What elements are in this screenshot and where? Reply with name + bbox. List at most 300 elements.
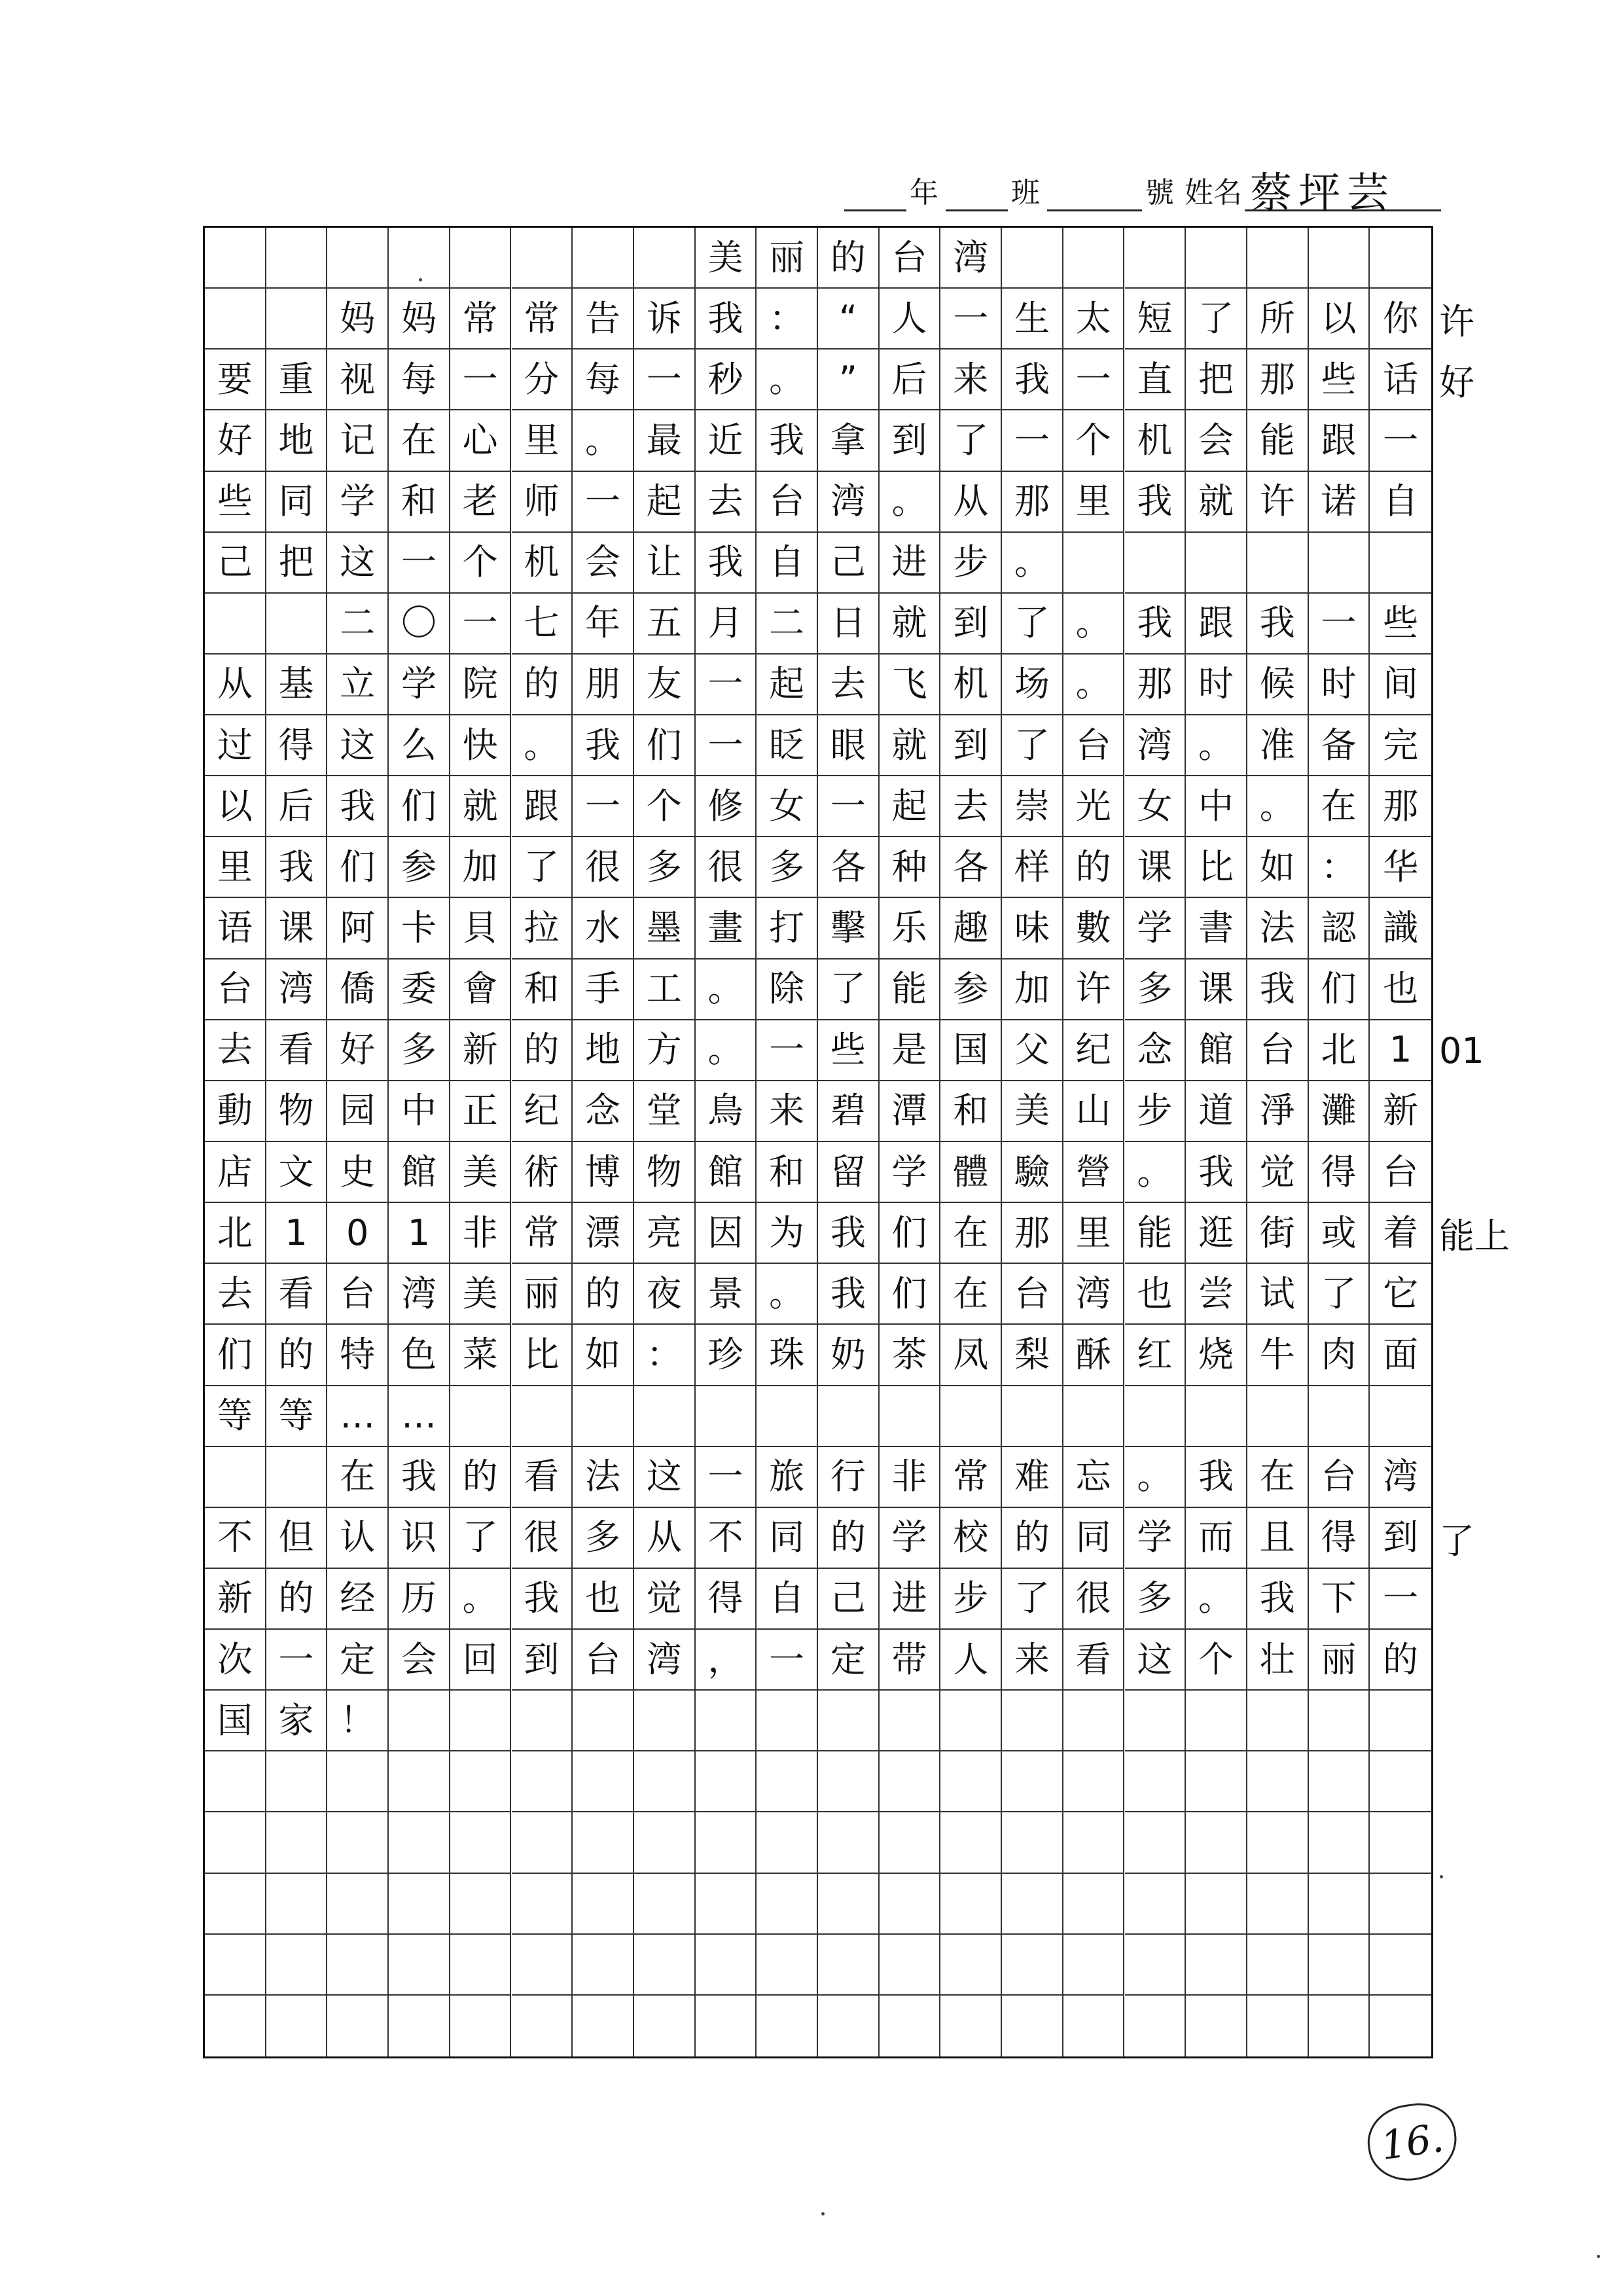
grid-cell: 各	[818, 837, 880, 898]
grid-cell: ：	[1309, 837, 1370, 898]
grid-cell: 机	[512, 533, 573, 594]
grid-cell	[940, 1751, 1002, 1812]
grid-cell: 多	[757, 837, 818, 898]
grid-cell: 把	[266, 533, 328, 594]
grid-cell: 拿	[818, 410, 880, 471]
grid-cell: 台	[1370, 1142, 1431, 1203]
grid-cell	[1063, 228, 1125, 289]
grid-cell: 得	[266, 715, 328, 776]
grid-cell: 館	[696, 1142, 757, 1203]
grid-cell: 纪	[512, 1081, 573, 1142]
grid-cell: 在	[389, 410, 450, 471]
grid-cell: 體	[940, 1142, 1002, 1203]
grid-cell: 我	[1125, 472, 1186, 533]
grid-cell: 妈	[327, 289, 389, 350]
grid-cell: 法	[573, 1447, 634, 1508]
grid-cell: 多	[1125, 960, 1186, 1020]
grid-cell: 且	[1247, 1508, 1309, 1569]
grid-cell: 女	[1125, 776, 1186, 837]
grid-cell: 些	[1309, 350, 1370, 410]
grid-cell: 师	[512, 472, 573, 533]
grid-cell: 美	[1002, 1081, 1063, 1142]
grid-cell: 我	[818, 1203, 880, 1264]
grid-cell: 常	[940, 1447, 1002, 1508]
grid-cell: 等	[205, 1386, 266, 1447]
grid-cell: 那	[1125, 655, 1186, 715]
grid-cell: 进	[880, 533, 941, 594]
grid-cell	[1186, 228, 1247, 289]
grid-cell: 同	[757, 1508, 818, 1569]
grid-cell	[757, 1691, 818, 1751]
grid-cell: 时	[1309, 655, 1370, 715]
grid-cell: 到	[880, 410, 941, 471]
grid-cell: 己	[205, 533, 266, 594]
grid-cell	[266, 1751, 328, 1812]
scan-speck	[1597, 2255, 1600, 2258]
grid-cell: 的	[818, 228, 880, 289]
grid-cell: 而	[1186, 1508, 1247, 1569]
class-blank	[946, 164, 1008, 211]
grid-cell: 们	[880, 1203, 941, 1264]
grid-cell: 华	[1370, 837, 1431, 898]
grid-cell: 北	[1309, 1020, 1370, 1081]
grid-cell	[1002, 1996, 1063, 2056]
grid-cell	[1247, 1812, 1309, 1873]
grid-cell: 学	[1125, 1508, 1186, 1569]
grid-cell: 修	[696, 776, 757, 837]
grid-cell: 因	[696, 1203, 757, 1264]
grid-cell	[1186, 1874, 1247, 1935]
grid-cell	[1063, 533, 1125, 594]
grid-cell: 心	[450, 410, 512, 471]
grid-cell: 历	[389, 1569, 450, 1630]
grid-cell: 和	[940, 1081, 1002, 1142]
grid-cell: 院	[450, 655, 512, 715]
grid-cell: 我	[1247, 594, 1309, 655]
grid-cell	[1370, 1691, 1431, 1751]
grid-cell: 忘	[1063, 1447, 1125, 1508]
grid-cell: 这	[327, 715, 389, 776]
grid-cell: 淨	[1247, 1081, 1309, 1142]
grid-cell: 博	[573, 1142, 634, 1203]
grid-cell: 術	[512, 1142, 573, 1203]
grid-cell: 0	[327, 1203, 389, 1264]
grid-cell	[512, 1386, 573, 1447]
grid-cell	[696, 1691, 757, 1751]
grid-cell: 来	[757, 1081, 818, 1142]
grid-cell: 水	[573, 898, 634, 959]
grid-cell: 多	[573, 1508, 634, 1569]
grid-cell: 认	[327, 1508, 389, 1569]
grid-cell: 二	[327, 594, 389, 655]
margin-overflow-text: 了	[1439, 1520, 1474, 1562]
grid-cell: 觉	[634, 1569, 696, 1630]
grid-cell: 珠	[757, 1325, 818, 1386]
grid-cell: 会	[573, 533, 634, 594]
grid-cell: 和	[389, 472, 450, 533]
scan-speck	[821, 2212, 825, 2215]
grid-cell: 一	[757, 1630, 818, 1691]
grid-cell: 从	[634, 1508, 696, 1569]
grid-cell: 学	[389, 655, 450, 715]
grid-cell	[266, 1447, 328, 1508]
grid-cell: 。	[1247, 776, 1309, 837]
grid-cell: 牛	[1247, 1325, 1309, 1386]
grid-cell	[512, 1812, 573, 1873]
grid-cell: 们	[880, 1264, 941, 1325]
grid-cell: 会	[389, 1630, 450, 1691]
grid-cell: 。	[1186, 1569, 1247, 1630]
grid-cell	[327, 228, 389, 289]
grid-cell: 的	[1002, 1508, 1063, 1569]
grid-cell: 逛	[1186, 1203, 1247, 1264]
grid-cell	[1370, 533, 1431, 594]
grid-cell: 进	[880, 1569, 941, 1630]
grid-cell: 秒	[696, 350, 757, 410]
grid-cell: 僑	[327, 960, 389, 1020]
grid-cell	[1247, 1751, 1309, 1812]
grid-cell: 那	[1002, 1203, 1063, 1264]
grid-cell: 了	[1309, 1264, 1370, 1325]
grid-cell	[1002, 228, 1063, 289]
grid-cell: 着	[1370, 1203, 1431, 1264]
year-label: 年	[910, 176, 938, 209]
grid-cell: 一	[573, 776, 634, 837]
grid-cell	[634, 1691, 696, 1751]
grid-cell: 些	[205, 472, 266, 533]
grid-cell: 我	[818, 1264, 880, 1325]
grid-cell: 店	[205, 1142, 266, 1203]
grid-cell: 家	[266, 1691, 328, 1751]
grid-cell: 国	[205, 1691, 266, 1751]
grid-cell: 到	[1370, 1508, 1431, 1569]
grid-cell: 女	[757, 776, 818, 837]
grid-cell: 也	[1125, 1264, 1186, 1325]
grid-cell	[389, 1996, 450, 2056]
grid-cell	[1186, 533, 1247, 594]
grid-cell: 多	[1125, 1569, 1186, 1630]
grid-cell: 老	[450, 472, 512, 533]
grid-cell	[940, 1935, 1002, 1996]
grid-cell	[1370, 1812, 1431, 1873]
grid-cell	[1309, 533, 1370, 594]
grid-cell: 在	[327, 1447, 389, 1508]
grid-cell: 數	[1063, 898, 1125, 959]
grid-cell: 时	[1186, 655, 1247, 715]
grid-cell: 物	[634, 1142, 696, 1203]
grid-cell: 湾	[818, 472, 880, 533]
grid-cell: 灘	[1309, 1081, 1370, 1142]
grid-cell	[696, 1386, 757, 1447]
grid-cell	[1063, 1751, 1125, 1812]
grid-cell: 的	[818, 1508, 880, 1569]
grid-cell: 里	[512, 410, 573, 471]
grid-cell: 快	[450, 715, 512, 776]
grid-cell: 比	[1186, 837, 1247, 898]
grid-cell: 朋	[573, 655, 634, 715]
grid-cell: 那	[1002, 472, 1063, 533]
grid-cell	[1002, 1691, 1063, 1751]
grid-cell: 加	[1002, 960, 1063, 1020]
grid-cell: 堂	[634, 1081, 696, 1142]
grid-cell	[940, 1386, 1002, 1447]
grid-cell: 一	[818, 776, 880, 837]
grid-cell: 友	[634, 655, 696, 715]
grid-cell: 肉	[1309, 1325, 1370, 1386]
grid-cell: 个	[1063, 410, 1125, 471]
grid-cell: 認	[1309, 898, 1370, 959]
grid-cell	[1370, 1874, 1431, 1935]
grid-cell: 机	[940, 655, 1002, 715]
grid-cell: 后	[880, 350, 941, 410]
grid-cell: 人	[940, 1630, 1002, 1691]
grid-cell: 些	[818, 1020, 880, 1081]
grid-cell: 行	[818, 1447, 880, 1508]
grid-cell: 我	[1186, 1142, 1247, 1203]
grid-cell	[940, 1996, 1002, 2056]
grid-cell: 擊	[818, 898, 880, 959]
grid-cell: 次	[205, 1630, 266, 1691]
grid-cell: 山	[1063, 1081, 1125, 1142]
grid-cell: 和	[512, 960, 573, 1020]
grid-cell	[389, 1751, 450, 1812]
grid-cell: 五	[634, 594, 696, 655]
grid-cell: 很	[696, 837, 757, 898]
number-label: 號	[1145, 176, 1174, 209]
grid-cell	[327, 1812, 389, 1873]
grid-cell: 北	[205, 1203, 266, 1264]
grid-cell: 里	[1063, 472, 1125, 533]
student-name: 蔡坪芸	[1250, 170, 1395, 218]
grid-cell: 带	[880, 1630, 941, 1691]
grid-cell	[205, 289, 266, 350]
grid-cell: 完	[1370, 715, 1431, 776]
grid-cell: 这	[1125, 1630, 1186, 1691]
grid-cell	[573, 1935, 634, 1996]
grid-cell: 湾	[940, 228, 1002, 289]
grid-cell	[266, 228, 328, 289]
grid-cell: 正	[450, 1081, 512, 1142]
grid-cell	[389, 1812, 450, 1873]
grid-cell: 。	[1125, 1142, 1186, 1203]
grid-cell: ：	[757, 289, 818, 350]
grid-cell: 个	[634, 776, 696, 837]
grid-cell: 场	[1002, 655, 1063, 715]
grid-cell: 能	[1125, 1203, 1186, 1264]
grid-cell: 。	[1125, 1447, 1186, 1508]
grid-cell: 一	[1063, 350, 1125, 410]
grid-cell: 以	[1309, 289, 1370, 350]
grid-cell: 一	[1309, 594, 1370, 655]
grid-cell: 就	[450, 776, 512, 837]
grid-cell	[1186, 1996, 1247, 2056]
grid-cell: 一	[1002, 410, 1063, 471]
grid-cell	[1186, 1812, 1247, 1873]
grid-cell: 把	[1186, 350, 1247, 410]
grid-cell: 湾	[266, 960, 328, 1020]
grid-cell: 就	[1186, 472, 1247, 533]
grid-cell: 在	[940, 1264, 1002, 1325]
grid-cell: ，	[696, 1630, 757, 1691]
grid-cell	[1309, 1935, 1370, 1996]
grid-cell	[880, 1691, 941, 1751]
grid-cell: 跟	[1186, 594, 1247, 655]
grid-cell: 步	[940, 1569, 1002, 1630]
grid-cell	[696, 1935, 757, 1996]
grid-cell: 新	[205, 1569, 266, 1630]
grid-cell	[880, 1874, 941, 1935]
grid-cell: 校	[940, 1508, 1002, 1569]
grid-cell: 来	[940, 350, 1002, 410]
grid-cell: 识	[389, 1508, 450, 1569]
grid-cell	[1002, 1812, 1063, 1873]
grid-cell: 妈	[389, 289, 450, 350]
grid-cell: 物	[266, 1081, 328, 1142]
grid-cell: 驗	[1002, 1142, 1063, 1203]
grid-cell: 烧	[1186, 1325, 1247, 1386]
grid-cell	[634, 1751, 696, 1812]
grid-cell: 记	[327, 410, 389, 471]
grid-cell: 一	[940, 289, 1002, 350]
grid-cell: 来	[1002, 1630, 1063, 1691]
grid-cell: 让	[634, 533, 696, 594]
grid-cell: 也	[573, 1569, 634, 1630]
grid-cell	[1063, 1996, 1125, 2056]
grid-cell: 七	[512, 594, 573, 655]
grid-cell: 后	[266, 776, 328, 837]
grid-cell: 立	[327, 655, 389, 715]
grid-cell	[1125, 1812, 1186, 1873]
grid-cell: 識	[1370, 898, 1431, 959]
grid-cell: 了	[1002, 594, 1063, 655]
grid-cell: 过	[205, 715, 266, 776]
grid-cell	[880, 1935, 941, 1996]
grid-cell	[634, 1935, 696, 1996]
grid-cell	[818, 1812, 880, 1873]
grid-cell: 在	[1247, 1447, 1309, 1508]
grid-cell: 卡	[389, 898, 450, 959]
grid-cell: 起	[880, 776, 941, 837]
grid-cell	[512, 228, 573, 289]
grid-cell	[573, 1386, 634, 1447]
grid-cell	[1063, 1691, 1125, 1751]
grid-cell: 色	[389, 1325, 450, 1386]
grid-cell: 手	[573, 960, 634, 1020]
grid-cell: 壮	[1247, 1630, 1309, 1691]
grid-cell	[1125, 1691, 1186, 1751]
grid-cell: 湾	[1370, 1447, 1431, 1508]
grid-cell: 月	[696, 594, 757, 655]
grid-cell	[1063, 1812, 1125, 1873]
grid-cell: 我	[696, 533, 757, 594]
grid-cell: 梨	[1002, 1325, 1063, 1386]
grid-cell: 亮	[634, 1203, 696, 1264]
class-label: 班	[1011, 176, 1040, 209]
grid-cell: 非	[880, 1447, 941, 1508]
grid-cell	[573, 1874, 634, 1935]
grid-cell	[512, 1935, 573, 1996]
grid-cell: 也	[1370, 960, 1431, 1020]
grid-cell: 一	[389, 533, 450, 594]
grid-cell	[266, 289, 328, 350]
year-blank	[844, 164, 906, 211]
grid-cell: 尝	[1186, 1264, 1247, 1325]
grid-cell: 到	[940, 594, 1002, 655]
margin-overflow-text: 好	[1439, 362, 1474, 404]
grid-cell: 加	[450, 837, 512, 898]
grid-cell	[1125, 1386, 1186, 1447]
grid-cell: 地	[573, 1020, 634, 1081]
grid-cell: ”	[818, 350, 880, 410]
grid-cell: 留	[818, 1142, 880, 1203]
grid-cell: 课	[1125, 837, 1186, 898]
grid-cell: 的	[266, 1325, 328, 1386]
grid-cell	[450, 1386, 512, 1447]
grid-cell: 光	[1063, 776, 1125, 837]
grid-cell: 我	[696, 289, 757, 350]
grid-cell: 湾	[1125, 715, 1186, 776]
grid-cell: 许	[1063, 960, 1125, 1020]
grid-cell: 碧	[818, 1081, 880, 1142]
grid-cell: 的	[512, 1020, 573, 1081]
grid-cell: 参	[940, 960, 1002, 1020]
grid-cell	[818, 1691, 880, 1751]
grid-cell: 的	[450, 1447, 512, 1508]
grid-cell	[327, 1996, 389, 2056]
grid-cell: 阿	[327, 898, 389, 959]
grid-cell: 。	[1186, 715, 1247, 776]
grid-cell	[1309, 228, 1370, 289]
grid-cell: 以	[205, 776, 266, 837]
grid-cell: 館	[1186, 1020, 1247, 1081]
grid-cell	[634, 1874, 696, 1935]
grid-cell	[266, 1812, 328, 1873]
grid-cell: 你	[1370, 289, 1431, 350]
grid-cell	[880, 1751, 941, 1812]
grid-cell: 中	[389, 1081, 450, 1142]
grid-cell	[1125, 1874, 1186, 1935]
grid-cell: 1	[1370, 1020, 1431, 1081]
grid-cell	[634, 1386, 696, 1447]
grid-cell: 看	[266, 1264, 328, 1325]
page-number: 16.	[1363, 2098, 1462, 2186]
grid-cell: 学	[327, 472, 389, 533]
grid-cell: 了	[450, 1508, 512, 1569]
grid-cell: 的	[1370, 1630, 1431, 1691]
grid-cell: 们	[205, 1325, 266, 1386]
grid-cell: 或	[1309, 1203, 1370, 1264]
grid-cell	[266, 1874, 328, 1935]
grid-cell: 台	[327, 1264, 389, 1325]
grid-cell	[1002, 1935, 1063, 1996]
grid-cell: 了	[1002, 1569, 1063, 1630]
grid-cell	[1370, 228, 1431, 289]
grid-cell	[940, 1691, 1002, 1751]
grid-cell	[1186, 1386, 1247, 1447]
grid-cell	[1186, 1935, 1247, 1996]
grid-cell: 步	[940, 533, 1002, 594]
grid-cell: 们	[634, 715, 696, 776]
grid-cell	[450, 1691, 512, 1751]
grid-cell	[1370, 1386, 1431, 1447]
grid-cell: 。	[757, 350, 818, 410]
grid-cell	[696, 1812, 757, 1873]
grid-cell: 會	[450, 960, 512, 1020]
grid-cell: 常	[512, 289, 573, 350]
grid-cell: 最	[634, 410, 696, 471]
grid-cell: 回	[450, 1630, 512, 1691]
grid-cell: 到	[940, 715, 1002, 776]
